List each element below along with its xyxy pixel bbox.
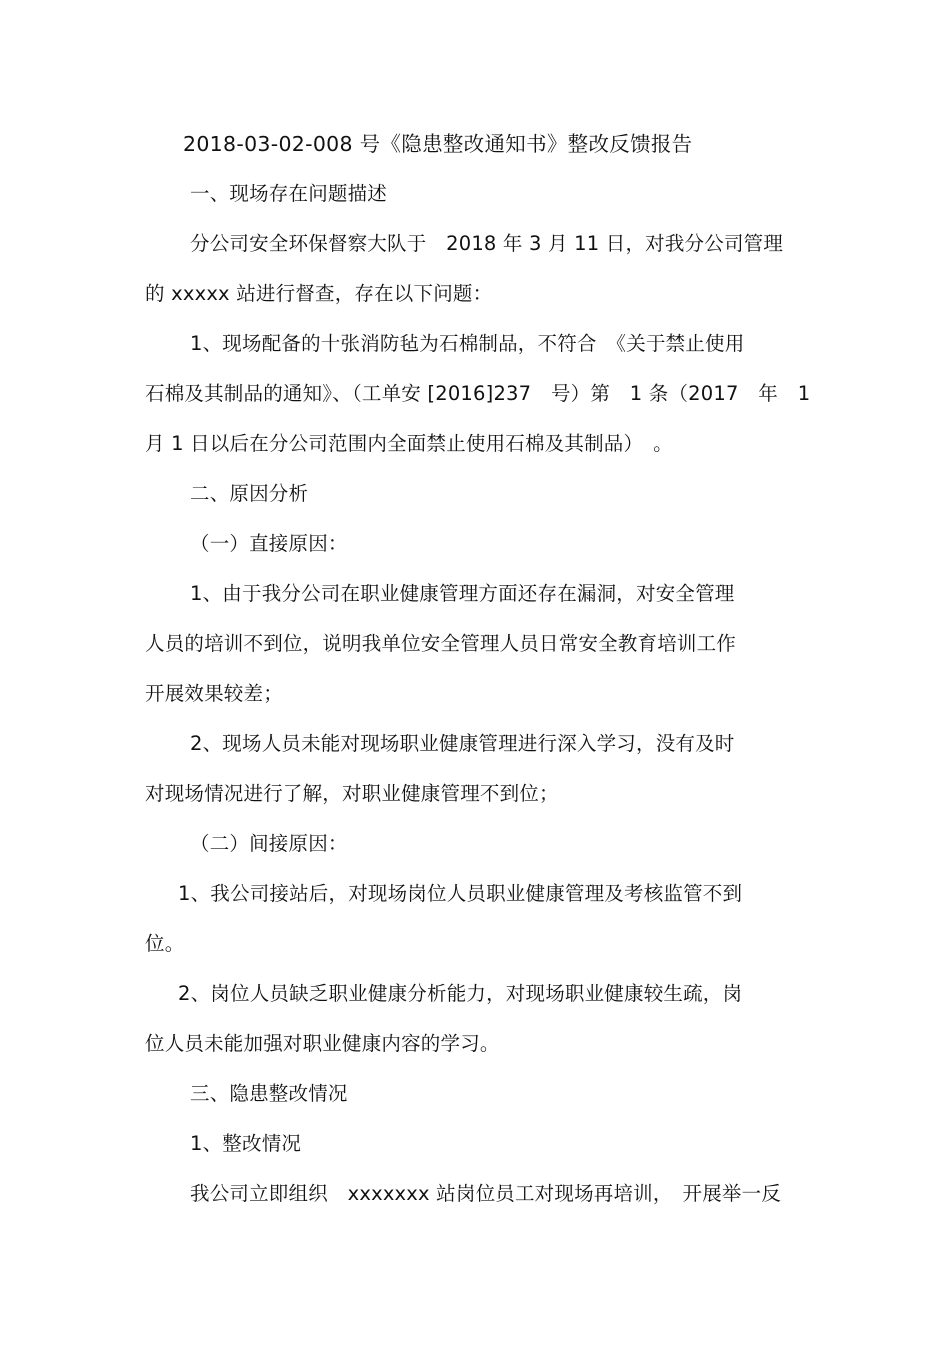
section-heading-cause: 二、原因分析 (190, 482, 309, 505)
paragraph-line: 分公司安全环保督察大队于 2018 年 3 月 11 日，对我分公司管理 (190, 232, 784, 255)
paragraph-line: 1、现场配备的十张消防毡为石棉制品，不符合 《关于禁止使用 (190, 332, 745, 355)
subsection-heading-indirect: （二）间接原因： (190, 832, 348, 855)
subsection-heading-status: 1、整改情况 (190, 1132, 302, 1155)
paragraph-line: 2、岗位人员缺乏职业健康分析能力，对现场职业健康较生疏，岗 (178, 982, 743, 1005)
paragraph-line: 位人员未能加强对职业健康内容的学习。 (145, 1032, 500, 1055)
paragraph-line: 的 xxxxx 站进行督查，存在以下问题： (145, 282, 493, 305)
subsection-heading-direct: （一）直接原因： (190, 532, 348, 555)
document-title: 2018-03-02-008 号《隐患整改通知书》整改反馈报告 (183, 132, 693, 156)
paragraph-line: 月 1 日以后在分公司范围内全面禁止使用石棉及其制品） 。 (145, 432, 673, 455)
paragraph-line: 人员的培训不到位，说明我单位安全管理人员日常安全教育培训工作 (145, 632, 737, 655)
paragraph-line: 1、我公司接站后，对现场岗位人员职业健康管理及考核监管不到 (178, 882, 743, 905)
paragraph-line: 1、由于我分公司在职业健康管理方面还存在漏洞，对安全管理 (190, 582, 735, 605)
paragraph-line: 对现场情况进行了解，对职业健康管理不到位； (145, 782, 559, 805)
paragraph-line: 我公司立即组织 xxxxxxx 站岗位员工对现场再培训， 开展举一反 (190, 1182, 782, 1205)
paragraph-line: 开展效果较差； (145, 682, 283, 705)
paragraph-line: 2、现场人员未能对现场职业健康管理进行深入学习，没有及时 (190, 732, 735, 755)
section-heading-rectification: 三、隐患整改情况 (190, 1082, 348, 1105)
paragraph-line: 位。 (145, 932, 185, 955)
section-heading-problem: 一、现场存在问题描述 (190, 182, 388, 205)
paragraph-line: 石棉及其制品的通知》、（工单安 [2016]237 号）第 1 条（2017 年 1 (145, 382, 811, 405)
